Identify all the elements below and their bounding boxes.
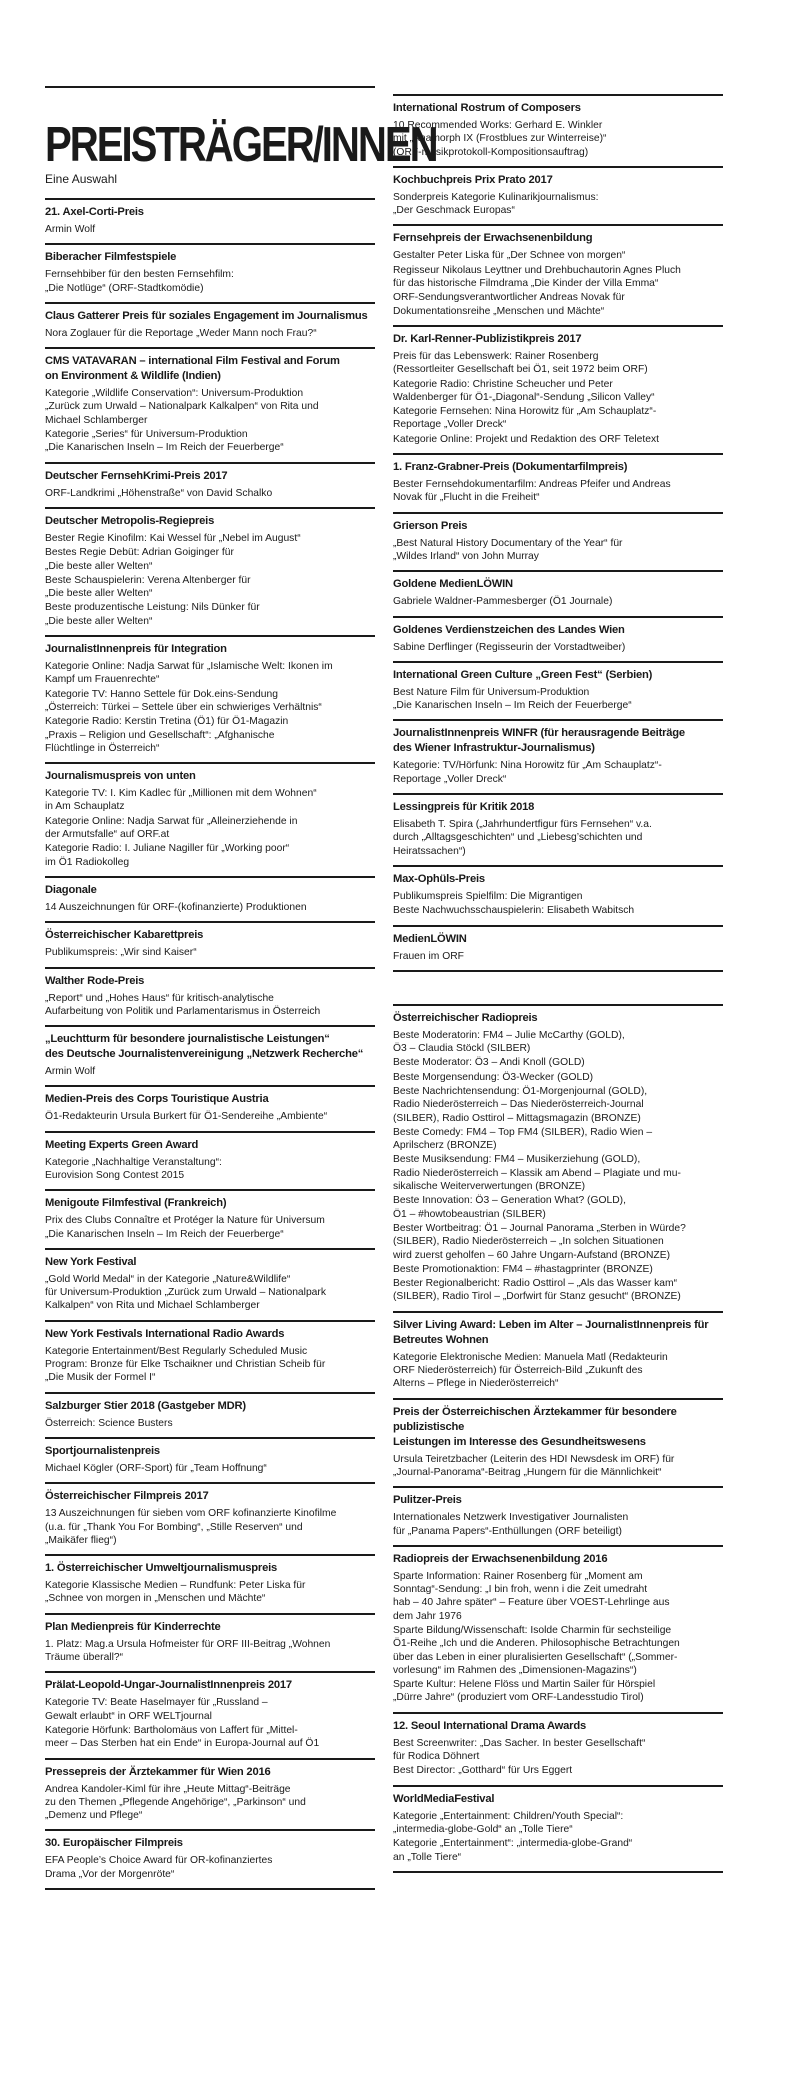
award-heading: MedienLÖWIN xyxy=(393,932,467,945)
award-entry xyxy=(393,1785,723,1873)
award-text: Internationales Netzwerk Investigativer Journalisten für „Panama Papers“-Enthüllungen (ORF beteiligt) xyxy=(393,1512,629,1537)
award-heading: Fernsehpreis der Erwachsenenbildung xyxy=(393,232,593,245)
award-entry xyxy=(393,1545,723,1712)
award-text: „Gold World Medal“ in der Kategorie „Nature&Wildlife“ für Universum-Produktion „Zurück zum Urwald – Nationalpark Kalkalpen“ von Rita und Michael Schlamberger xyxy=(45,1273,326,1312)
award-heading: Max-Ophüls-Preis xyxy=(393,872,485,885)
award-entry xyxy=(45,347,375,461)
award-text: Beste Schauspielerin: Verena Altenberger für „Die beste aller Welten“ xyxy=(45,574,251,600)
award-text: Kategorie TV: Hanno Settele für Dok.eins-Sendung „Österreich: Türkei – Settele über ein schwieriges Verhältnis“ xyxy=(45,688,322,713)
award-entry xyxy=(45,243,375,302)
award-text: Fernsehbiber für den besten Fernsehfilm: „Die Notlüge“ (ORF-Stadtkomödie) xyxy=(45,269,234,294)
award-text: Kategorie: TV/Hörfunk: Nina Horowitz für „Am Schauplatz“- Reportage „Voller Dreck“ xyxy=(393,760,662,785)
award-entry xyxy=(45,921,375,966)
award-text: Kategorie TV: I. Kim Kadlec für „Millionen mit dem Wohnen“ in Am Schauplatz xyxy=(45,788,317,813)
award-entry xyxy=(393,865,723,925)
award-heading: Radiopreis der Erwachsenenbildung 2016 xyxy=(393,1552,608,1565)
award-heading: Preis der Österreichischen Ärztekammer für besondere publizistische Leistungen im Interesse des Gesundheitswesens xyxy=(393,1405,677,1448)
award-text: Kategorie Radio: Christine Scheucher und Peter Waldenberger für Ö1-„Diagonal“-Sendung „Silicon Valley“ xyxy=(393,378,655,403)
award-heading: Plan Medienpreis für Kinderrechte xyxy=(45,1620,221,1633)
award-entry xyxy=(45,1482,375,1554)
award-entry xyxy=(45,1392,375,1437)
award-heading: Kochbuchpreis Prix Prato 2017 xyxy=(393,173,553,186)
award-heading: JournalistInnenpreis WINFR (für herausragende Beiträge des Wiener Infrastruktur-Journalismus) xyxy=(393,727,685,755)
award-heading: Österreichischer Filmpreis 2017 xyxy=(45,1490,209,1503)
award-heading: Pulitzer-Preis xyxy=(393,1494,462,1507)
award-heading: Silver Living Award: Leben im Alter – JournalistInnenpreis für Betreutes Wohnen xyxy=(393,1318,709,1346)
award-heading: „Leuchtturm für besondere journalistische Leistungen“ des Deutsche Journalistenvereinigung „Netzwerk Recherche“ xyxy=(45,1033,364,1061)
award-heading: Diagonale xyxy=(45,883,97,896)
award-heading: 1. Österreichischer Umweltjournalismuspreis xyxy=(45,1562,278,1575)
award-text: 13 Auszeichnungen für sieben vom ORF kofinanzierte Kinofilme (u.a. für „Thank You For Bombing“, „Stille Reserven“ und „Maikäfer flieg“) xyxy=(45,1508,337,1546)
award-entry xyxy=(45,635,375,762)
column-gap xyxy=(393,972,723,1004)
award-entry xyxy=(45,762,375,876)
award-text: Kategorie Fernsehen: Nina Horowitz für „Am Schauplatz“- Reportage „Voller Dreck“ xyxy=(393,406,657,431)
award-text: Michael Kögler (ORF-Sport) für „Team Hoffnung“ xyxy=(45,1462,267,1474)
award-entry xyxy=(45,876,375,921)
award-text: Beste Morgensendung: Ö3-Wecker (GOLD) xyxy=(393,1071,594,1083)
award-text: Kategorie „Entertainment: Children/Youth Special“: „intermedia-globe-Gold“ an „Tolle Tiere“ xyxy=(393,1810,624,1835)
award-text: Ö1-Redakteurin Ursula Burkert für Ö1-Sendereihe „Ambiente“ xyxy=(45,1111,328,1123)
page-subtitle: Eine Auswahl xyxy=(45,172,118,186)
award-entry xyxy=(393,1004,723,1311)
top-rule xyxy=(45,86,375,88)
award-heading: 30. Europäischer Filmpreis xyxy=(45,1837,183,1850)
award-heading: Österreichischer Radiopreis xyxy=(393,1011,538,1024)
award-heading: Österreichischer Kabarettpreis xyxy=(45,929,204,942)
award-text: 10 Recommended Works: Gerhard E. Winkler mit „Anamorph IX (Frostblues zur Winterreise)“ (ORF-musikprotokoll-Kompositionsauftrag) xyxy=(393,120,607,158)
award-text: Bestes Regie Debüt: Adrian Goiginger für „Die beste aller Welten“ xyxy=(45,547,234,572)
award-text: Bester Fernsehdokumentarfilm: Andreas Pfeifer und Andreas Novak für „Flucht in die Freiheit“ xyxy=(393,479,671,504)
award-entry xyxy=(393,94,723,166)
award-heading: 12. Seoul International Drama Awards xyxy=(393,1719,586,1732)
award-text: Kategorie „Entertainment“: „intermedia-globe-Grand“ an „Tolle Tiere“ xyxy=(393,1838,633,1863)
award-entry xyxy=(393,1486,723,1545)
award-text: Beste Promotionaktion: FM4 – #hastagprinter (BRONZE) xyxy=(393,1263,653,1275)
award-text: Österreich: Science Busters xyxy=(45,1417,173,1429)
award-entry xyxy=(45,1671,375,1757)
award-text: Gestalter Peter Liska für „Der Schnee von morgen“ xyxy=(393,250,626,262)
award-heading: International Green Culture „Green Fest“ (Serbien) xyxy=(393,668,653,681)
award-text: Kategorie TV: Beate Haselmayer für „Russland – Gewalt erlaubt“ in ORF WELTjournal xyxy=(45,1697,268,1722)
award-heading: Goldene MedienLÖWIN xyxy=(393,578,513,591)
award-heading: Deutscher Metropolis-Regiepreis xyxy=(45,514,215,527)
award-entry xyxy=(393,166,723,225)
award-text: Sparte Bildung/Wissenschaft: Isolde Charmin für sechsteilige Ö1-Reihe „Ich und die Anderen. Philosophische Betrachtungen über das Leben in einer pluralisierten Gesellschaft“ („Sommer- vorlesung“ im Rahmen des „Dimensionen-Magazins“) xyxy=(393,1625,680,1676)
award-entry xyxy=(393,616,723,661)
award-heading: Goldenes Verdienstzeichen des Landes Wien xyxy=(393,623,625,636)
award-text: Andrea Kandoler-Kiml für ihre „Heute Mittag“-Beiträge zu den Themen „Pflegende Angehörige“, „Parkinson“ und „Demenz und Pflege“ xyxy=(45,1783,306,1822)
award-text: Best Screenwriter: „Das Sacher. In bester Gesellschaft“ für Rodica Döhnert xyxy=(393,1737,646,1763)
award-entry xyxy=(45,198,375,243)
award-entry xyxy=(393,1311,723,1398)
award-heading: 1. Franz-Grabner-Preis (Dokumentarfilmpreis) xyxy=(393,461,628,474)
award-entry xyxy=(45,967,375,1026)
award-entry xyxy=(45,507,375,635)
award-entry xyxy=(45,1437,375,1482)
award-text: Bester Regie Kinofilm: Kai Wessel für „Nebel im August“ xyxy=(45,532,301,544)
award-heading: WorldMediaFestival xyxy=(393,1792,495,1805)
award-text: ORF-Landkrimi „Höhenstraße“ von David Schalko xyxy=(45,487,273,499)
award-text: Sabine Derflinger (Regisseurin der Vorstadtweiber) xyxy=(393,641,626,653)
award-text: 1. Platz: Mag.a Ursula Hofmeister für ORF III-Beitrag „Wohnen Träume überall?“ xyxy=(45,1638,331,1664)
award-entry xyxy=(45,1758,375,1830)
award-text: Gabriele Waldner-Pammesberger (Ö1 Journale) xyxy=(393,596,613,608)
award-entry xyxy=(45,1829,375,1890)
award-heading: Grierson Preis xyxy=(393,519,468,532)
award-heading: Journalismuspreis von unten xyxy=(45,770,196,783)
award-heading: Menigoute Filmfestival (Frankreich) xyxy=(45,1197,227,1210)
award-text: Publikumspreis Spielfilm: Die Migrantigen xyxy=(393,890,583,902)
award-entry xyxy=(45,1248,375,1320)
award-entry xyxy=(45,1085,375,1130)
award-heading: Biberacher Filmfestspiele xyxy=(45,251,177,264)
award-entry xyxy=(393,1398,723,1487)
award-heading: CMS VATAVARAN – international Film Festival and Forum on Environment & Wildlife (Indien) xyxy=(45,355,340,383)
award-text: Best Director: „Gotthard“ für Urs Eggert xyxy=(393,1765,573,1777)
award-text: Kategorie Elektronische Medien: Manuela Matl (Redakteurin ORF Niederösterreich) für Österreich-Bild „Zukunft des Alterns – Pflege in Niederösterreich“ xyxy=(393,1351,668,1390)
award-entry xyxy=(393,224,723,324)
award-text: Sonderpreis Kategorie Kulinarikjournalismus: „Der Geschmack Europas“ xyxy=(393,191,599,217)
award-entry xyxy=(393,512,723,571)
award-text: „Report“ und „Hohes Haus“ für kritisch-analytische Aufarbeitung von Politik und Parlamentarismus in Österreich xyxy=(45,992,321,1017)
award-entry xyxy=(45,462,375,507)
page-title: PREISTRÄGER/INNEN xyxy=(45,118,437,172)
award-text: Bester Wortbeitrag: Ö1 – Journal Panorama „Sterben in Würde? (SILBER), Radio Niederösterreich – „In solchen Situationen wird zuerst geholfen – 60 Jahre Ungarn-Aufstand (BRONZE) xyxy=(393,1222,686,1261)
award-entry xyxy=(393,570,723,615)
award-text: Beste Musiksendung: FM4 – Musikerziehung (GOLD), Radio Niederösterreich – Klassik am Abend – Plagiate und mu- sikalische Weiterverwertungen (BRONZE) xyxy=(393,1154,681,1193)
award-heading: Salzburger Stier 2018 (Gastgeber MDR) xyxy=(45,1399,246,1412)
award-text: Ursula Teiretzbacher (Leiterin des HDI Newsdesk im ORF) für „Journal-Panorama“-Beitrag „Hungern für die Männlichkeit“ xyxy=(393,1453,675,1478)
award-text: Kategorie Online: Nadja Sarwat für „Alleinerziehende in der Armutsfalle“ auf ORF.at xyxy=(45,815,298,841)
award-heading: Dr. Karl-Renner-Publizistikpreis 2017 xyxy=(393,332,582,345)
award-text: Kategorie „Series“ für Universum-Produktion „Die Kanarischen Inseln – Im Reich der Feuerberge“ xyxy=(45,429,284,454)
award-text: Elisabeth T. Spira („Jahrhundertfigur fürs Fernsehen“ v.a. durch „Alltagsgeschichten“ und „Liebesg’schichten und Heiratssachen“) xyxy=(393,819,652,857)
award-text: Regisseur Nikolaus Leyttner und Drehbuchautorin Agnes Pluch für das historische Filmdrama „Die Kinder der Villa Emma“ xyxy=(393,264,681,290)
award-text: Sparte Information: Rainer Rosenberg für „Moment am Sonntag“-Sendung: „I bin froh, wenn i die Zeit umedraht hab – 40 Jahre später“ – Feature über VOEST-Lehrlinge aus dem Jahr 1976 xyxy=(393,1570,670,1622)
award-heading: Claus Gatterer Preis für soziales Engagement im Journalismus xyxy=(45,309,368,322)
award-list-left xyxy=(45,198,375,1890)
award-heading: JournalistInnenpreis für Integration xyxy=(45,643,227,656)
award-entry xyxy=(45,1320,375,1392)
award-entry xyxy=(45,1554,375,1613)
award-heading: Medien-Preis des Corps Touristique Austria xyxy=(45,1093,269,1106)
award-list-right-b xyxy=(393,1004,723,1873)
award-heading: 21. Axel-Corti-Preis xyxy=(45,206,144,218)
award-heading: New York Festivals International Radio Awards xyxy=(45,1327,285,1340)
award-text: Beste Nachrichtensendung: Ö1-Morgenjournal (GOLD), Radio Niederösterreich – Das Niederösterreich-Journal (SILBER), Radio Osttirol – Mittagsmagazin (BRONZE) xyxy=(393,1085,648,1124)
award-text: Bester Regionalbericht: Radio Osttirol – „Als das Wasser kam“ (SILBER), Radio Tirol – „Dorfwirt für Stanz gesucht“ (BRONZE) xyxy=(393,1278,681,1303)
right-column xyxy=(393,94,723,1873)
award-text: Kategorie „Wildlife Conservation“: Universum-Produktion „Zurück zum Urwald – Nationalpark Kalkalpen“ von Rita und Michael Schlamberger xyxy=(45,388,319,426)
award-entry xyxy=(393,925,723,972)
award-text: Kategorie Hörfunk: Bartholomäus von Laffert für „Mittel- meer – Das Sterben hat ein Ende“ in Europa-Journal auf Ö1 xyxy=(45,1724,320,1750)
award-heading: Pressepreis der Ärztekammer für Wien 2016 xyxy=(45,1765,271,1778)
award-entry xyxy=(45,302,375,347)
award-text: EFA People’s Choice Award für OR-kofinanziertes Drama „Vor der Morgenröte“ xyxy=(45,1855,273,1880)
award-text: Beste Comedy: FM4 – Top FM4 (SILBER), Radio Wien – Aprilscherz (BRONZE) xyxy=(393,1126,653,1152)
award-text: Beste produzentische Leistung: Nils Dünker für „Die beste aller Welten“ xyxy=(45,602,260,627)
award-text: „Best Natural History Documentary of the Year“ für „Wildes Irland“ von John Murray xyxy=(393,537,623,562)
award-text: Beste Innovation: Ö3 – Generation What? (GOLD), Ö1 – #howtobeaustrian (SILBER) xyxy=(393,1195,626,1220)
award-text: Kategorie Klassische Medien – Rundfunk: Peter Liska für „Schnee von morgen in „Menschen und Mächte“ xyxy=(45,1580,306,1605)
award-entry xyxy=(393,661,723,720)
award-heading: Prälat-Leopold-Ungar-JournalistInnenpreis 2017 xyxy=(45,1679,292,1692)
award-entry xyxy=(393,1712,723,1785)
award-text: Kategorie „Nachhaltige Veranstaltung“: Eurovision Song Contest 2015 xyxy=(45,1156,222,1181)
award-heading: Meeting Experts Green Award xyxy=(45,1138,199,1151)
award-text: Best Nature Film für Universum-Produktion „Die Kanarischen Inseln – Im Reich der Feuerberge“ xyxy=(393,686,632,712)
award-heading: Lessingpreis für Kritik 2018 xyxy=(393,801,535,814)
award-entry xyxy=(45,1025,375,1085)
award-entry xyxy=(45,1189,375,1248)
award-list-right-a xyxy=(393,94,723,972)
award-text: ORF-Sendungsverantwortlicher Andreas Novak für Dokumentationsreihe „Menschen und Mächte“ xyxy=(393,292,625,317)
award-text: 14 Auszeichnungen für ORF-(kofinanzierte) Produktionen xyxy=(45,901,307,913)
award-heading: New York Festival xyxy=(45,1255,137,1268)
award-text: Frauen im ORF xyxy=(393,950,464,962)
award-text: Nora Zoglauer für die Reportage „Weder Mann noch Frau?“ xyxy=(45,327,317,339)
award-text: Armin Wolf xyxy=(45,1066,96,1078)
award-entry xyxy=(393,719,723,793)
award-text: Kategorie Radio: I. Juliane Nagiller für „Working poor“ im Ö1 Radiokolleg xyxy=(45,843,290,868)
award-text: Beste Nachwuchsschauspielerin: Elisabeth Wabitsch xyxy=(393,905,635,917)
award-text: Sparte Kultur: Helene Flöss und Martin Sailer für Hörspiel „Dürre Jahre“ (produziert vom ORF-Landesstudio Tirol) xyxy=(393,1679,656,1704)
award-entry xyxy=(45,1613,375,1672)
award-entry xyxy=(393,453,723,512)
award-text: Kategorie Radio: Kerstin Tretina (Ö1) für Ö1-Magazin „Praxis – Religion und Gesellschaft“: „Afghanische Flüchtlinge in Österreich“ xyxy=(45,716,289,754)
award-heading: Sportjournalistenpreis xyxy=(45,1444,160,1457)
award-text: Kategorie Online: Projekt und Redaktion des ORF Teletext xyxy=(393,433,659,445)
award-entry xyxy=(393,325,723,453)
award-text: Kategorie Entertainment/Best Regularly Scheduled Music Program: Bronze für Elke Tschaikner und Christian Scheib für „Die Musik der Formel I“ xyxy=(45,1345,326,1384)
award-heading: International Rostrum of Composers xyxy=(393,102,581,114)
award-text: Beste Moderatorin: FM4 – Julie McCarthy (GOLD), Ö3 – Claudia Stöckl (SILBER) xyxy=(393,1029,625,1055)
award-text: Beste Moderator: Ö3 – Andi Knoll (GOLD) xyxy=(393,1057,585,1069)
award-text: Kategorie Online: Nadja Sarwat für „Islamische Welt: Ikonen im Kampf um Frauenrechte“ xyxy=(45,661,333,686)
award-text: Publikumspreis: „Wir sind Kaiser“ xyxy=(45,947,197,959)
award-text: Prix des Clubs Connaître et Protéger la Nature für Universum „Die Kanarischen Inseln – Im Reich der Feuerberge“ xyxy=(45,1215,325,1240)
award-entry xyxy=(45,1131,375,1190)
award-text: Preis für das Lebenswerk: Rainer Rosenberg (Ressortleiter Gesellschaft bei Ö1, seit 1972 beim ORF) xyxy=(393,350,648,376)
award-heading: Walther Rode-Preis xyxy=(45,974,145,987)
award-entry xyxy=(393,793,723,865)
award-text: Armin Wolf xyxy=(45,224,96,235)
award-heading: Deutscher FernsehKrimi-Preis 2017 xyxy=(45,469,228,482)
